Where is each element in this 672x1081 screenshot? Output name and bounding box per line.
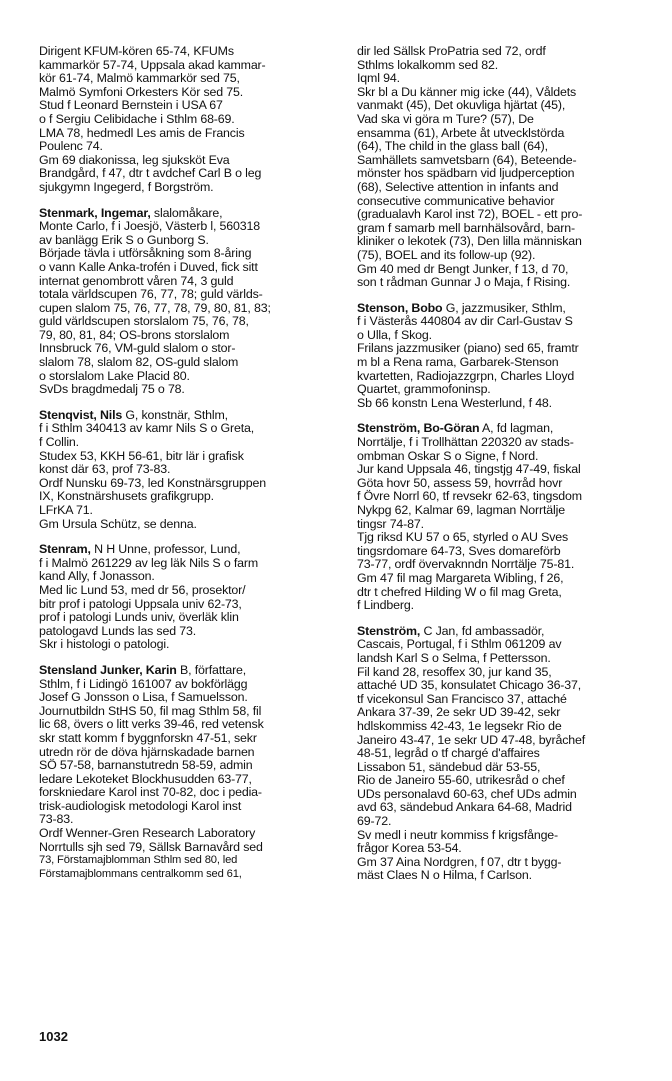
biography-entry	[39, 409, 331, 531]
entry-line: landsh Karl S o Selma, f Pettersson.	[357, 650, 551, 665]
entry-first-line	[39, 409, 331, 423]
entry-first-line-text: A, fd lagman,	[479, 421, 554, 436]
entry-line: Gm 47 fil mag Margareta Wibling, f 26,	[357, 570, 564, 585]
entry-line: Skr bl a Du känner mig icke (44), Våldets	[357, 84, 577, 99]
entry-line: Poulenc 74.	[39, 139, 103, 154]
entry-line: 48-51, legråd o tf chargé d'affaires	[357, 746, 540, 761]
entry-line: Sthlms lokalkomm sed 82.	[357, 57, 499, 72]
entry-line: LFrKA 71.	[39, 503, 93, 517]
entry-line: trisk-audiologisk metodologi Karol inst	[39, 798, 242, 813]
entry-first-line	[357, 625, 649, 639]
entry-line: f Lindberg.	[357, 598, 414, 613]
entry-line: Quartet, grammofoninsp.	[357, 382, 491, 397]
entry-line: o vann Kalle Anka-trofén i Duved, fick sitt	[39, 259, 258, 274]
entry-line: (75), BOEL and its follow-up (92).	[357, 247, 536, 262]
entry-line: (68), Selective attention in infants and	[357, 179, 559, 194]
entry-line: f Collin.	[39, 435, 79, 450]
entry-line: (gradualavh Karol inst 72), BOEL - ett pro-	[357, 207, 583, 222]
entry-line: kammarkör 57-74, Uppsala akad kammar-	[39, 57, 266, 72]
biography-entry	[357, 422, 649, 612]
entry-line: dir led Sällsk ProPatria sed 72, ordf	[357, 44, 546, 58]
entry-line: Sthlm, f i Lidingö 161007 av bokförlägg	[39, 676, 248, 691]
biography-entry	[39, 543, 331, 652]
entry-line: consecutive communicative behavior	[357, 193, 555, 208]
entry-line: Skr i histologi o patologi.	[39, 637, 170, 652]
entry-line: Gm 37 Aina Nordgren, f 07, dtr t bygg-	[357, 854, 562, 869]
entry-line: Lissabon 51, sändebud där 53-55,	[357, 759, 541, 774]
entry-first-line-text: G, konstnär, Sthlm,	[122, 407, 228, 422]
entry-line: sjukgymn Ingegerd, f Borgström.	[39, 179, 214, 194]
entry-line: Med lic Lund 53, med dr 56, prosektor/	[39, 582, 246, 597]
entry-line: Förstamajblommans centralkomm sed 61,	[39, 867, 242, 880]
entry-line: Göta hovr 50, assess 59, hovrråd hovr	[357, 475, 563, 490]
entry-line: utredn rör de döva hjärnskadade barnen	[39, 744, 255, 759]
entry-line: ensamma (61), Arbete åt utvecklstörda	[357, 125, 565, 140]
entry-line: o storslalom Lake Placid 80.	[39, 368, 190, 383]
entry-line: cupen slalom 75, 76, 77, 78, 79, 80, 81, 83;	[39, 300, 271, 315]
entry-line: ombman Oskar S o Signe, f Nord.	[357, 448, 539, 463]
entry-line: prof i patologi Lunds univ, överläk klin	[39, 610, 239, 625]
page-number: 1032	[39, 1029, 68, 1044]
entry-line: UDs personalavd 60-63, chef UDs admin	[357, 786, 577, 801]
entry-line: Fil kand 28, resoffex 30, jur kand 35,	[357, 664, 552, 679]
entry-line: dtr t chefred Hilding W o fil mag Greta,	[357, 584, 562, 599]
entry-line: hdlskommiss 42-43, 1e legsekr Rio de	[357, 718, 562, 733]
entry-headword: Stenmark, Ingemar,	[39, 205, 151, 220]
entry-line: Brandgård, f 47, dtr t avdchef Carl B o leg	[39, 166, 262, 181]
entry-headword: Stenström, Bo-Göran	[357, 421, 480, 436]
entry-line: SvDs bragdmedalj 75 o 78.	[39, 382, 185, 397]
entry-line: guld världscupen storslalom 75, 76, 78,	[39, 314, 249, 329]
right-column	[357, 45, 649, 895]
entry-line: f Övre Norrl 60, tf revsekr 62-63, tingsdom	[357, 489, 582, 504]
entry-line: Stud f Leonard Bernstein i USA 67	[39, 98, 223, 113]
entry-first-line	[39, 207, 331, 221]
entry-line: Jur kand Uppsala 46, tingstjg 47-49, fiskal	[357, 462, 581, 477]
entry-line: kand Ally, f Jonasson.	[39, 569, 155, 584]
entry-line: Frilans jazzmusiker (piano) sed 65, framtr	[357, 341, 579, 356]
entry-first-line-text: B, författare,	[176, 662, 247, 677]
entry-first-line-text: N H Unne, professor, Lund,	[90, 542, 241, 557]
entry-line: Ordf Wenner-Gren Research Laboratory	[39, 826, 256, 841]
entry-first-line-text: G, jazzmusiker, Sthlm,	[442, 300, 566, 315]
entry-first-line	[39, 664, 331, 678]
entry-line: avd 63, sändebud Ankara 64-68, Madrid	[357, 800, 572, 815]
entry-line: konst där 63, prof 73-83.	[39, 462, 171, 477]
entry-line: skr statt komm f byggnforskn 47-51, sekr	[39, 730, 257, 745]
entry-headword: Stenram,	[39, 542, 91, 557]
entry-line: Innsbruck 76, VM-guld slalom o stor-	[39, 341, 236, 356]
entry-line: gram f samarb mell barnhälsovård, barn-	[357, 220, 575, 235]
entry-first-line-text: slalomåkare,	[150, 205, 223, 220]
entry-line: frågor Korea 53-54.	[357, 841, 462, 856]
entry-line: Började tävla i utförsåkning som 8-åring	[39, 246, 252, 261]
entry-continuation	[39, 45, 331, 195]
entry-line: Janeiro 43-47, 1e sekr UD 47-48, byråchef	[357, 732, 586, 747]
entry-headword: Stenson, Bobo	[357, 300, 443, 315]
entry-line: patologavd Lunds las sed 73.	[39, 623, 196, 638]
entry-line: 73, Förstamajblomman Sthlm sed 80, led	[39, 854, 238, 867]
entry-line: LMA 78, hedmedl Les amis de Francis	[39, 125, 245, 140]
entry-line: Dirigent KFUM-kören 65-74, KFUMs	[39, 44, 234, 58]
entry-line: IX, Konstnärshusets grafikgrupp.	[39, 489, 214, 504]
entry-line: o f Sergiu Celibidache i Sthlm 68-69.	[39, 111, 235, 126]
entry-line: mönster hos spädbarn vid ljudperception	[357, 166, 575, 181]
entry-line: tingsr 74-87.	[357, 516, 424, 531]
entry-line: Ankara 37-39, 2e sekr UD 39-42, sekr	[357, 705, 561, 720]
entry-line: Gm 40 med dr Bengt Junker, f 13, d 70,	[357, 261, 569, 276]
entry-line: tf vicekonsul San Francisco 37, attaché	[357, 691, 567, 706]
entry-line: Nykpg 62, Kalmar 69, lagman Norrtälje	[357, 503, 565, 517]
entry-line: Gm Ursula Schütz, se denna.	[39, 516, 197, 531]
entry-line: internat genombrott våren 74, 3 guld	[39, 273, 234, 288]
entry-line: totala världscupen 76, 77, 78; guld världs-	[39, 287, 263, 302]
entry-line: tingsrdomare 64-73, Sves domareförb	[357, 543, 561, 558]
biography-entry	[357, 302, 649, 411]
entry-line: Gm 69 diakonissa, leg sjuksköt Eva	[39, 152, 230, 167]
entry-line: lic 68, övers o litt verks 39-46, red vetensk	[39, 717, 264, 732]
entry-line: 73-83.	[39, 812, 74, 827]
entry-line: bitr prof i patologi Uppsala univ 62-73,	[39, 596, 242, 611]
entry-line: Norrtälje, f i Trollhättan 220320 av stads-	[357, 435, 574, 450]
entry-line: forskniedare Karol inst 70-82, doc i pedia-	[39, 785, 262, 800]
entry-first-line	[39, 543, 331, 557]
entry-line: Rio de Janeiro 55-60, utrikesråd o chef	[357, 773, 565, 788]
biography-entry	[39, 664, 331, 882]
entry-first-line	[357, 422, 649, 436]
entry-line: kvartetten, Radiojazzgrpn, Charles Lloyd	[357, 368, 575, 383]
entry-line: vanmakt (45), Det okuvliga hjärtat (45),	[357, 98, 566, 113]
entry-line: Studex 53, KKH 56-61, bitr lär i grafisk	[39, 448, 244, 463]
entry-line: f i Sthlm 340413 av kamr Nils S o Greta,	[39, 421, 255, 436]
entry-line: Sb 66 konstn Lena Westerlund, f 48.	[357, 395, 552, 410]
entry-line: Cascais, Portugal, f i Sthlm 061209 av	[357, 637, 562, 652]
entry-line: Journutbildn StHS 50, fil mag Sthlm 58, fil	[39, 703, 262, 718]
entry-line: Iqml 94.	[357, 71, 400, 86]
entry-line: f i Malmö 261229 av leg läk Nils S o farm	[39, 555, 259, 570]
entry-line: son t rådman Gunnar J o Maja, f Rising.	[357, 275, 571, 290]
entry-line: m bl a Rena rama, Garbarek-Stenson	[357, 355, 559, 370]
entry-continuation	[357, 45, 649, 290]
entry-line: Samhällets samvetsbarn (64), Beteende-	[357, 152, 577, 167]
entry-line: (64), The child in the glass ball (64),	[357, 139, 548, 154]
entry-line: mäst Claes N o Hilma, f Carlson.	[357, 868, 532, 883]
entry-line: kliniker o lekotek (73), Den lilla människan	[357, 234, 582, 249]
entry-line: 69-72.	[357, 814, 392, 829]
entry-line: attaché UD 35, konsulatet Chicago 36-37,	[357, 678, 582, 693]
entry-line: Sv medl i neutr kommiss f krigsfånge-	[357, 827, 559, 842]
entry-line: 73-77, ordf övervaknndn Norrtälje 75-81.	[357, 557, 575, 572]
entry-line: Norrtulls sjh sed 79, Sällsk Barnavård sed	[39, 839, 263, 854]
entry-line: Ordf Nunsku 69-73, led Konstnärsgruppen	[39, 475, 266, 490]
biography-entry	[357, 625, 649, 883]
entry-line: SÖ 57-58, barnanstutredn 58-59, admin	[39, 758, 253, 773]
entry-line: Monte Carlo, f i Joesjö, Västerb l, 560318	[39, 219, 260, 234]
left-column	[39, 45, 331, 893]
entry-line: o Ulla, f Skog.	[357, 327, 432, 342]
entry-line: 79, 80, 81, 84; OS-brons storslalom	[39, 327, 230, 342]
entry-line: ledare Lekoteket Blockhusudden 63-77,	[39, 771, 252, 786]
entry-headword: Stensland Junker, Karin	[39, 662, 177, 677]
entry-line: kör 61-74, Malmö kammarkör sed 75,	[39, 71, 240, 86]
entry-headword: Stenström,	[357, 623, 421, 638]
entry-first-line-text: C Jan, fd ambassadör,	[420, 623, 545, 638]
biography-entry	[39, 207, 331, 397]
entry-first-line	[357, 302, 649, 316]
entry-line: f i Västerås 440804 av dir Carl-Gustav S	[357, 314, 573, 329]
entry-line: Josef G Jonsson o Lisa, f Samuelsson.	[39, 690, 248, 705]
entry-line: Tjg riksd KU 57 o 65, styrled o AU Sves	[357, 530, 569, 545]
entry-line: av banlägg Erik S o Gunborg S.	[39, 232, 209, 247]
entry-headword: Stenqvist, Nils	[39, 407, 123, 422]
entry-line: Malmö Symfoni Orkesters Kör sed 75.	[39, 84, 244, 99]
entry-line: Vad ska vi göra m Ture? (57), De	[357, 111, 534, 126]
entry-line: slalom 78, slalom 82, OS-guld slalom	[39, 355, 239, 370]
